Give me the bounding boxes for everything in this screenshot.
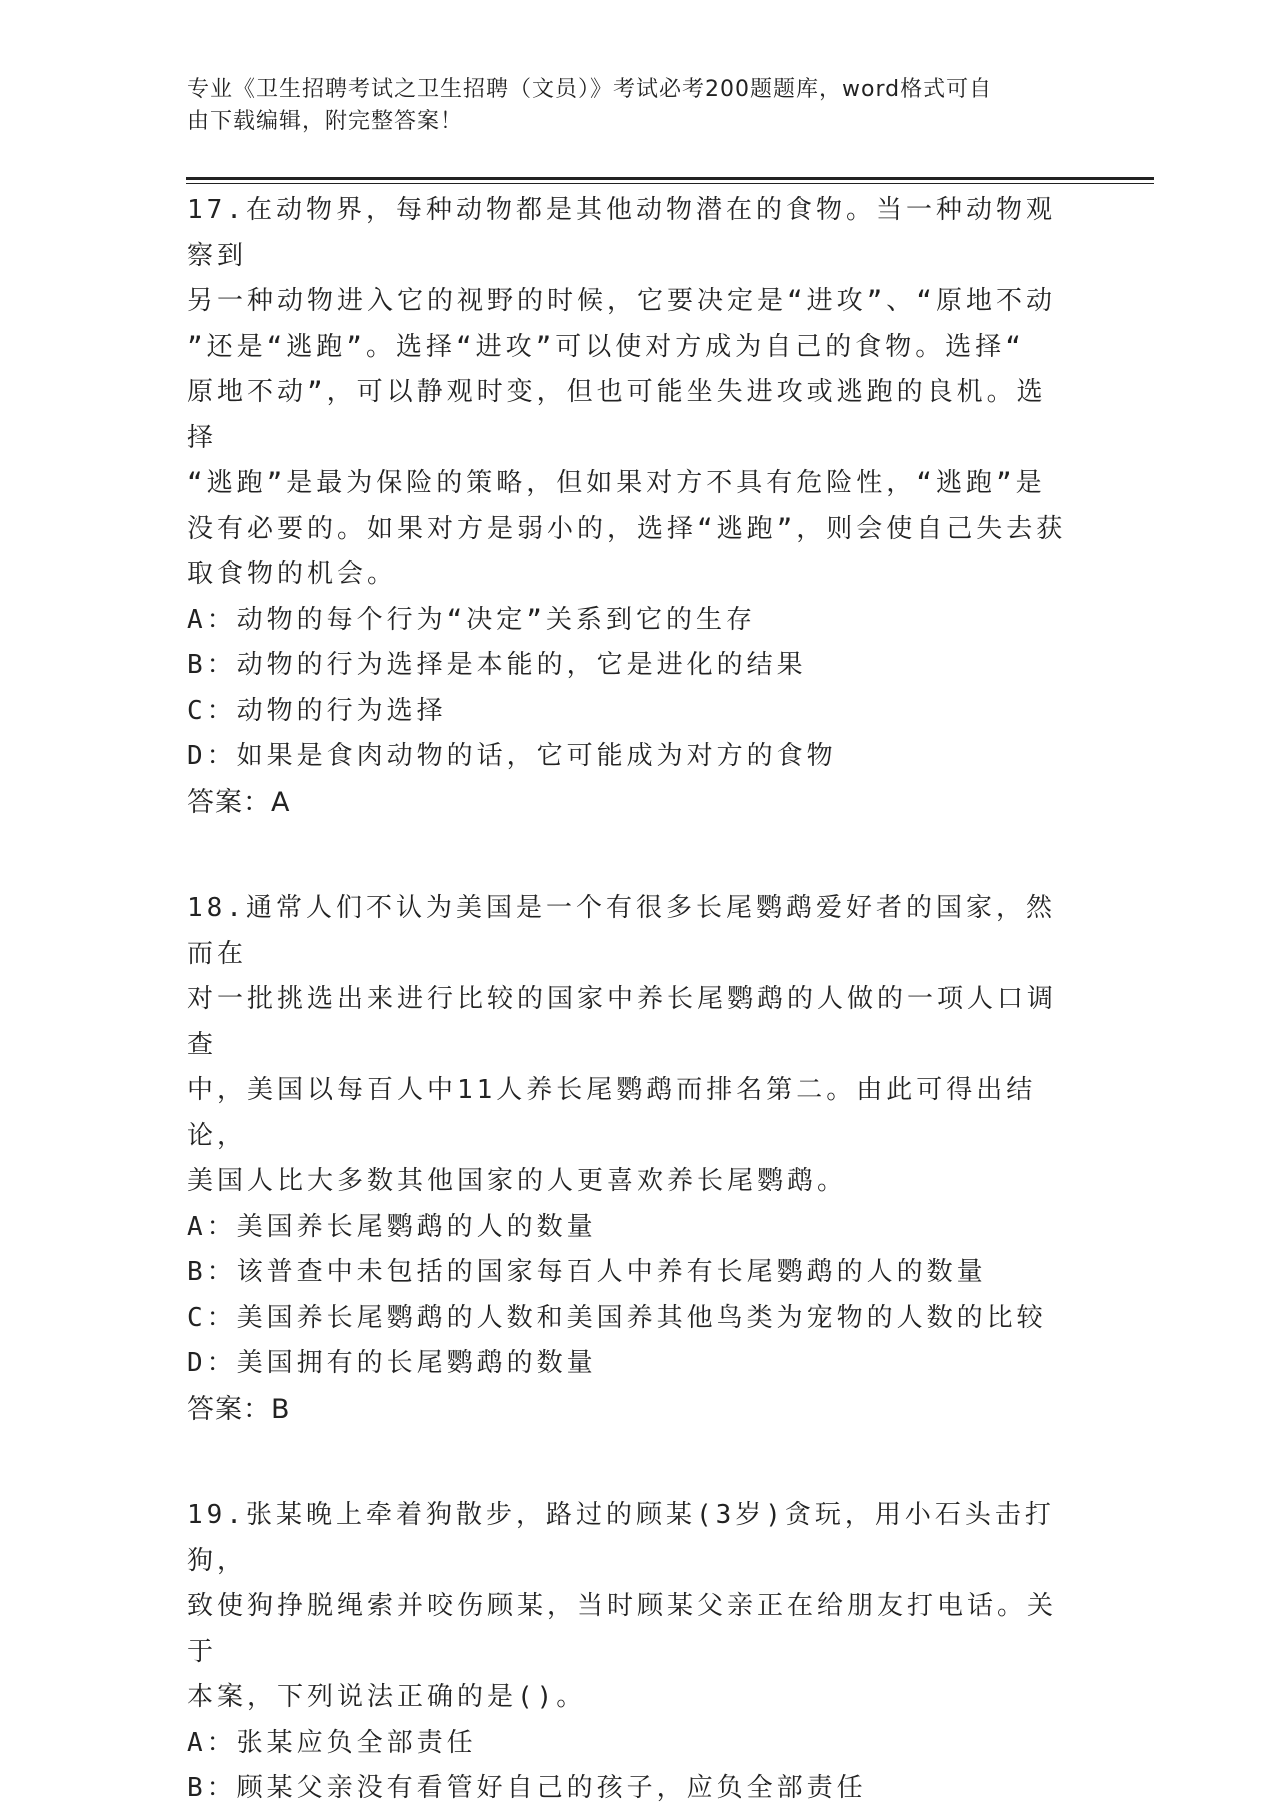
option-d: D：美国拥有的长尾鹦鹉的数量: [187, 1348, 597, 1378]
question-19: [187, 1493, 1087, 1812]
stem-line: 中，美国以每百人中11人养长尾鹦鹉而排名第二。由此可得出结论，: [187, 1075, 1037, 1151]
answer-label: 答案：B: [187, 1393, 291, 1425]
option-b: B：动物的行为选择是本能的，它是进化的结果: [187, 650, 807, 680]
option-c: C：美国养长尾鹦鹉的人数和美国养其他鸟类为宠物的人数的比较: [187, 1302, 1047, 1333]
header-divider-thick: [186, 177, 1154, 180]
answer-label: 答案：A: [187, 786, 291, 818]
option-a: A：张某应负全部责任: [187, 1727, 477, 1758]
option-d: D：如果是食肉动物的话，它可能成为对方的食物: [187, 741, 837, 771]
option-b: B：该普查中未包括的国家每百人中养有长尾鹦鹉的人的数量: [187, 1257, 987, 1287]
stem-line: 原地不动”，可以静观时变，但也可能坐失进攻或逃跑的良机。选择: [187, 377, 1047, 453]
stem-line: 致使狗挣脱绳索并咬伤顾某，当时顾某父亲正在给朋友打电话。关于: [187, 1591, 1058, 1667]
header-divider-thin: [186, 183, 1154, 184]
document-header: [187, 74, 1067, 138]
stem-line: 19.张某晚上牵着狗散步，路过的顾某(3岁)贪玩，用小石头击打狗，: [187, 1500, 1055, 1576]
stem-line: ”还是“逃跑”。选择“进攻”可以使对方成为自己的食物。选择“: [187, 331, 1025, 362]
question-18: [187, 886, 1087, 1432]
option-c: C：动物的行为选择: [187, 695, 447, 726]
stem-line: 17.在动物界，每种动物都是其他动物潜在的食物。当一种动物观察到: [187, 195, 1056, 271]
question-spacer: [187, 1432, 1087, 1493]
header-line-2: 由下载编辑，附完整答案！: [187, 109, 464, 134]
question-stem: [187, 1493, 1067, 1721]
question-stem: [187, 188, 1067, 598]
option-a: A：动物的每个行为“决定”关系到它的生存: [187, 604, 756, 635]
stem-line: 18.通常人们不认为美国是一个有很多长尾鹦鹉爱好者的国家，然而在: [187, 893, 1056, 969]
stem-line: 本案，下列说法正确的是()。: [187, 1682, 587, 1712]
option-b: B：顾某父亲没有看管好自己的孩子，应负全部责任: [187, 1773, 867, 1803]
question-stem: [187, 886, 1067, 1205]
header-line-1: 专业《卫生招聘考试之卫生招聘（文员）》考试必考200题题库，word格式可自: [187, 77, 993, 102]
stem-line: 另一种动物进入它的视野的时候，它要决定是“进攻”、“原地不动: [187, 286, 1056, 316]
option-a: A：美国养长尾鹦鹉的人的数量: [187, 1211, 597, 1242]
stem-line: 美国人比大多数其他国家的人更喜欢养长尾鹦鹉。: [187, 1166, 848, 1196]
stem-line: 对一批挑选出来进行比较的国家中养长尾鹦鹉的人做的一项人口调查: [187, 984, 1058, 1060]
question-spacer: [187, 825, 1087, 886]
question-list: [187, 188, 1087, 1812]
stem-line: 没有必要的。如果对方是弱小的，选择“逃跑”，则会使自己失去获: [187, 513, 1067, 544]
stem-line: 取食物的机会。: [187, 559, 398, 589]
question-17: [187, 188, 1087, 825]
stem-line: “逃跑”是最为保险的策略，但如果对方不具有危险性，“逃跑”是: [187, 468, 1046, 498]
